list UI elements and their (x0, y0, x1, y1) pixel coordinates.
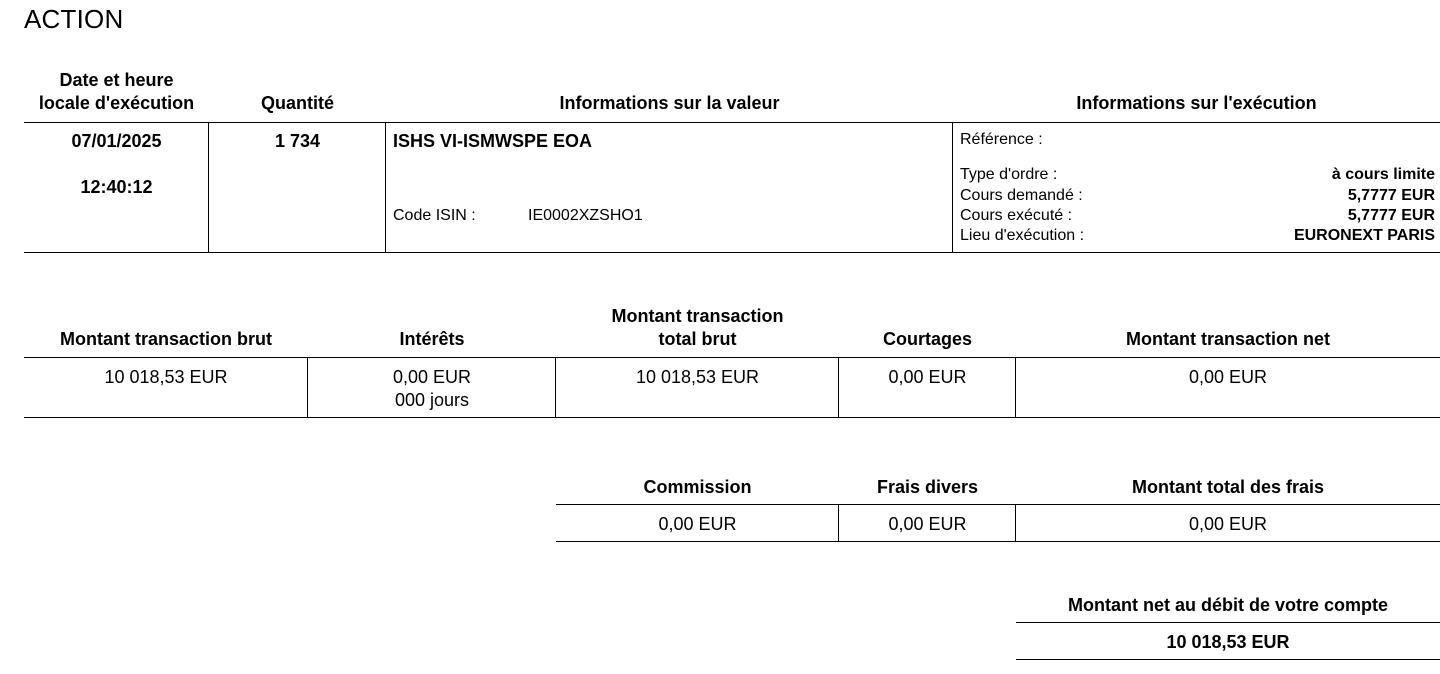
misc-fees-value: 0,00 EUR (888, 514, 967, 534)
venue-label: Lieu d'exécution : (960, 227, 1085, 244)
header-misc-fees: Frais divers (876, 477, 979, 497)
net-debit-value: 10 018,53 EUR (1166, 632, 1290, 652)
document-title: ACTION (24, 4, 124, 34)
interest-value: 0,00 EUR (392, 367, 472, 387)
venue-value: EURONEXT PARIS (1293, 227, 1435, 244)
header-date-time (24, 69, 209, 115)
security-name: ISHS VI-ISMWSPE EOA (393, 131, 593, 151)
header-net-amount: Montant transaction net (1125, 329, 1330, 349)
execution-table-top-rule (24, 122, 1440, 123)
requested-price-label: Cours demandé : (960, 187, 1083, 204)
order-type-value: à cours limite (1331, 166, 1435, 183)
total-gross-value: 10 018,53 EUR (635, 367, 760, 387)
header-gross-amount: Montant transaction brut (60, 329, 272, 349)
header-total-gross-line2: total brut (658, 329, 737, 349)
isin-value: IE0002XZSHO1 (528, 207, 643, 224)
order-type-label: Type d'ordre : (960, 166, 1058, 183)
fees-table-top-rule (556, 504, 1440, 505)
header-security-info: Informations sur la valeur (559, 93, 780, 113)
fees-table-bottom-rule (556, 541, 1440, 542)
executed-price-value: 5,7777 EUR (1347, 207, 1435, 224)
header-date-line2: locale d'exécution (38, 93, 195, 113)
execution-table-divider (952, 122, 953, 253)
header-total-gross (556, 305, 839, 351)
debit-table-bottom-rule (1016, 659, 1440, 660)
header-execution-info: Informations sur l'exécution (1076, 93, 1317, 113)
requested-price-value: 5,7777 EUR (1347, 187, 1435, 204)
header-total-fees: Montant total des frais (1131, 477, 1324, 497)
execution-quantity: 1 734 (274, 131, 321, 151)
execution-date: 07/01/2025 (71, 131, 162, 151)
header-brokerage: Courtages (882, 329, 972, 349)
header-date-line1: Date et heure (59, 70, 174, 90)
gross-amount-value: 10 018,53 EUR (104, 367, 228, 387)
header-commission: Commission (643, 477, 752, 497)
isin-label: Code ISIN : (393, 207, 476, 224)
debit-table-top-rule (1016, 622, 1440, 623)
reference-label: Référence : (960, 131, 1043, 148)
executed-price-label: Cours exécuté : (960, 207, 1073, 224)
execution-table-bottom-rule (24, 252, 1440, 253)
header-total-gross-line1: Montant transaction (611, 306, 784, 326)
header-net-debit: Montant net au débit de votre compte (1067, 595, 1389, 615)
amounts-table-bottom-rule (24, 417, 1440, 418)
total-fees-value: 0,00 EUR (1188, 514, 1268, 534)
header-quantity: Quantité (260, 93, 334, 113)
interest-days-value: 000 jours (394, 390, 470, 410)
header-interest: Intérêts (399, 329, 465, 349)
net-amount-value: 0,00 EUR (1188, 367, 1268, 387)
amounts-table-top-rule (24, 357, 1440, 358)
commission-value: 0,00 EUR (658, 514, 737, 534)
brokerage-value: 0,00 EUR (888, 367, 967, 387)
execution-time: 12:40:12 (80, 177, 153, 197)
